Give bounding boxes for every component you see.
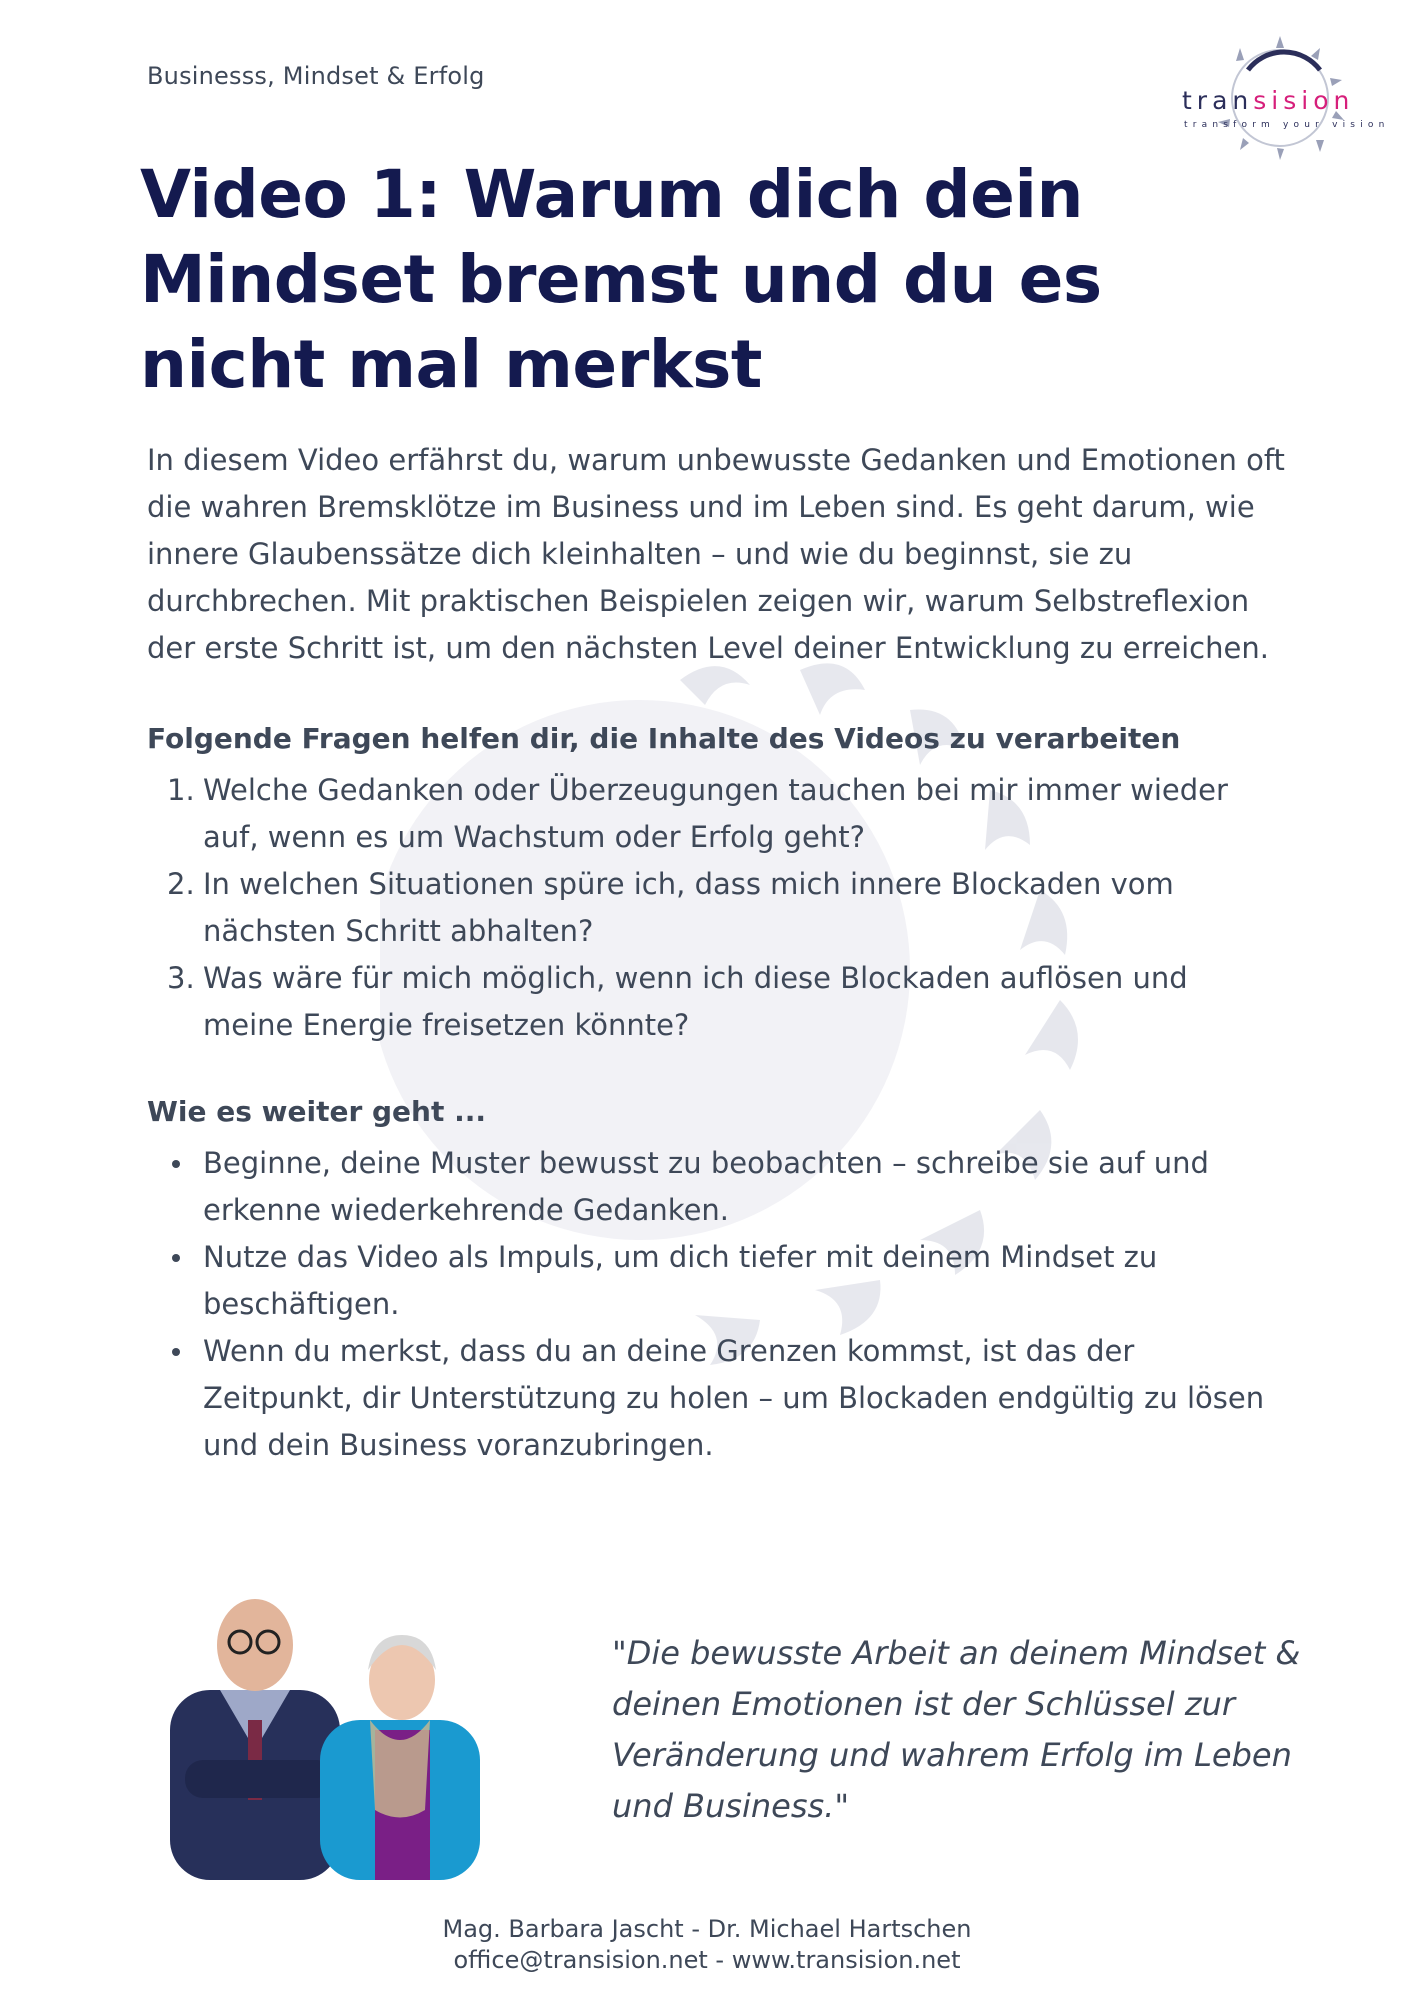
list-item: 3. Was wäre für mich möglich, wenn ich diese Blockaden auflösen und meine Energie freisetzen könnte?: [167, 961, 1188, 1042]
intro-paragraph: In diesem Video erfährst du, warum unbewusste Gedanken und Emotionen oft die wahren Bremsklötze im Business und im Leben sind. Es geht darum, wie innere Glaubenssätze dich kleinhalten – und wie du beginnst, sie zu durchbrechen. Mit praktischen Beispielen zeigen wir, warum Selbstreflexion der erste Schritt ist, um den nächsten Level deiner Entwicklung zu erreichen.: [147, 443, 1285, 665]
bullet-icon: [172, 1160, 180, 1168]
footer-contact: office@transision.net - www.transision.net: [453, 1946, 961, 1974]
footer-names: Mag. Barbara Jascht - Dr. Michael Hartschen: [442, 1915, 972, 1943]
list-item: Nutze das Video als Impuls, um dich tiefer mit deinem Mindset zu beschäftigen.: [147, 1234, 1287, 1328]
bullet-icon: [172, 1254, 180, 1262]
bullet-icon: [172, 1348, 180, 1356]
logo-wordmark: transision: [1182, 86, 1355, 115]
authors-photo: [160, 1570, 520, 1880]
logo-tagline: transform your vision: [1184, 120, 1390, 130]
quote-text: "Die bewusste Arbeit an deinem Mindset & deinen Emotionen ist der Schlüssel zur Veränderung und wahrem Erfolg im Leben und Business.": [612, 1634, 1301, 1825]
list-item: Beginne, deine Muster bewusst zu beobachten – schreibe sie auf und erkenne wiederkehrende Gedanken.: [147, 1140, 1287, 1234]
list-item: Wenn du merkst, dass du an deine Grenzen kommst, ist das der Zeitpunkt, dir Unterstützung zu holen – um Blockaden endgültig zu lösen und dein Business voranzubringen.: [147, 1328, 1287, 1469]
next-steps-heading: Wie es weiter geht ...: [147, 1095, 487, 1128]
page-title: Video 1: Warum dich dein Mindset bremst und du es nicht mal merkst: [140, 156, 1102, 403]
next-steps-list: [147, 1140, 1287, 1469]
category-label: Businesss, Mindset & Erfolg: [147, 62, 485, 90]
questions-heading: Folgende Fragen helfen dir, die Inhalte des Videos zu verarbeiten: [147, 722, 1181, 755]
list-item: 1. Welche Gedanken oder Überzeugungen tauchen bei mir immer wieder auf, wenn es um Wachstum oder Erfolg geht?: [167, 773, 1228, 854]
questions-list: [147, 767, 1287, 1049]
transision-logo: [1170, 30, 1400, 160]
list-item: 2. In welchen Situationen spüre ich, dass mich innere Blockaden vom nächsten Schritt abhalten?: [167, 867, 1174, 948]
